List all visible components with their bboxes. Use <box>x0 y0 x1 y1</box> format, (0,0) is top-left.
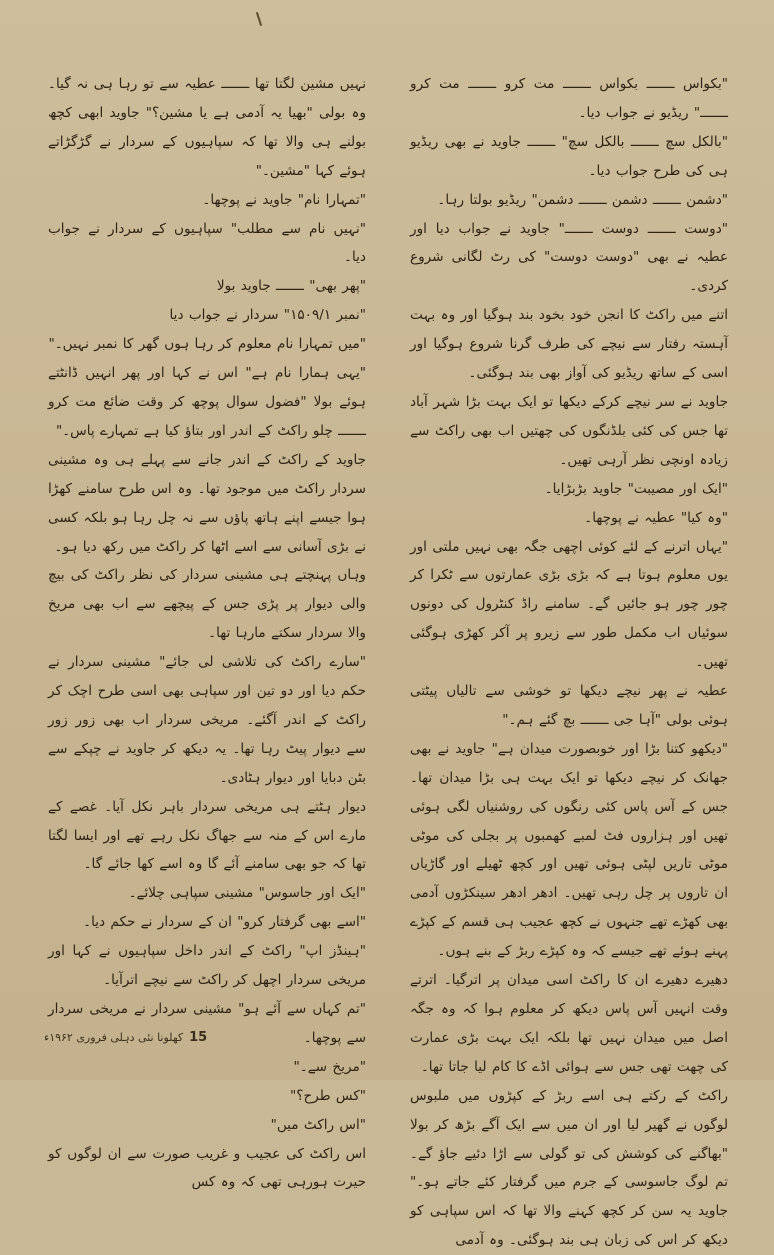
paragraph: "بکواس ـــــــ بکواس ـــــــ مت کرو ـــــــ مت کرو ـــــــ" ریڈیو نے جواب دیا۔ <box>410 76 728 121</box>
paragraph: "ایک اور جاسوس" مشینی سپاہی چلائے۔ <box>128 885 366 902</box>
paragraph: "میں تمہارا نام معلوم کر رہا ہوں گھر کا نمبر نہیں۔" <box>48 336 366 353</box>
page-footer <box>44 1030 207 1045</box>
paragraph: "اس راکٹ میں" <box>270 1116 366 1133</box>
paragraph: اتنے میں راکٹ کا انجن خود بخود بند ہوگیا اور وہ بہت آہستہ رفتار سے نیچے کی طرف گرنا شروع ہوگیا اور اسی کے ساتھ ریڈیو کی آواز بھی بند ہوگئی۔ <box>410 307 728 382</box>
paragraph: عطیہ نے پھر نیچے دیکھا تو خوشی سے تالیاں پیٹتی ہوئی بولی "آہا جی ـــــــ بچ گئے ہم۔" <box>410 683 728 728</box>
paragraph: "ہینڈز اپ" راکٹ کے اندر داخل سپاہیوں نے کہا اور مریخی سردار اچھل کر راکٹ سے نیچے اترآیا۔ <box>48 943 366 989</box>
paragraph: "نہیں نام سے مطلب" سپاہیوں کے سردار نے جواب دیا۔ <box>48 220 366 266</box>
pencil-mark <box>256 12 262 26</box>
paragraph: "تمہارا نام" جاوید نے پوچھا۔ <box>202 191 366 208</box>
paragraph: "وہ کیا" عطیہ نے پوچھا۔ <box>584 509 728 526</box>
paragraph: "دیکھو کتنا بڑا اور خوبصورت میدان ہے" جاوید نے بھی جھانک کر نیچے دیکھا تو ایک بہت ہی بڑا میدان تھا۔ جس کے آس پاس کئی رنگوں کی روشنیاں لگی ہوئی تھیں اور ہزاروں فٹ لمبے کھمبوں پر بجلی کی موٹی موٹی تاریں لپٹی ہوئی تھیں اور کچھ ٹھیلے اور گاڑیاں ان تاروں پر چل رہی تھیں۔ ادھر ادھر سینکڑوں آدمی بھی کھڑے تھے جنہوں نے کچھ عجیب ہی قسم کے کپڑے پہنے ہوئے تھے جیسے کہ وہ کپڑے ربڑ کے بنے ہوں۔ <box>410 740 728 960</box>
paragraph: راکٹ کے رکتے ہی اسے ربڑ کے کپڑوں میں ملبوس لوگوں نے گھیر لیا اور ان میں سے ایک آگے بڑھ کر بولا "بھاگنے کی کوشش کی تو گولی سے اڑا دئیے جاؤ گے۔ تم لوگ جاسوسی کے جرم میں گرفتار کئے جاتے ہو۔" جاوید یہ سن کر کچھ کہنے والا تھا کہ اس سپاہی کو دیکھ کر اس کی زبان ہی بند ہوگئی۔ وہ آدمی <box>410 1087 728 1249</box>
paragraph: جاوید نے سر نیچے کرکے دیکھا تو ایک بہت بڑا شہر آباد تھا جس کی کئی بلڈنگوں کی چھتیں اب بھی راکٹ سے زیادہ اونچی نظر آرہی تھیں۔ <box>410 393 728 468</box>
page-number: 15 <box>189 1030 208 1045</box>
paragraph: "کس طرح؟" <box>290 1087 366 1104</box>
paragraph: "اسے بھی گرفتار کرو" ان کے سردار نے حکم دیا۔ <box>83 914 366 931</box>
magazine-name: کھلونا نئی دہلی فروری ۱۹۶۲ء <box>44 1031 184 1044</box>
paragraph: "دشمن ـــــــ دشمن ـــــــ دشمن" ریڈیو بولتا رہا۔ <box>437 191 728 208</box>
paragraph: "نمبر ۱۵۰۹/۱" سردار نے جواب دیا <box>169 307 366 324</box>
paragraph: جاوید کے راکٹ کے اندر جانے سے پہلے ہی وہ مشینی سردار راکٹ میں موجود تھا۔ وہ اس طرح سامنے کھڑا ہوا جیسے اپنے ہاتھ پاؤں سے نہ چل رہا ہو بلکہ کسی نے بڑی آسانی سے اسے اٹھا کر راکٹ میں رکھ دیا ہو۔ <box>48 451 366 555</box>
paragraph: "یہاں اترنے کے لئے کوئی اچھی جگہ بھی نہیں ملتی اور یوں معلوم ہوتا ہے کہ بڑی بڑی عمارتوں سے ٹکرا کر چور چور ہو جائیں گے۔ سامنے راڈ کنٹرول کی دونوں سوئیاں اب مکمل طور سے زیرو پر آکر کھڑی ہوگئی تھیں۔ <box>410 538 728 671</box>
paragraph: "تم کہاں سے آئے ہو" مشینی سردار نے مریخی سردار سے پوچھا۔ <box>48 1001 366 1046</box>
paragraph: "یہی ہمارا نام ہے" اس نے کہا اور پھر انہیں ڈانٹتے ہوئے بولا "فضول سوال پوچھ کر وقت ضائع مت کرو ـــــــ چلو راکٹ کے اندر اور بتاؤ کیا ہے تمہارے پاس۔" <box>48 365 366 439</box>
paragraph: "پھر بھی" ـــــــ جاوید بولا <box>216 278 366 295</box>
paragraph: وہاں پہنچتے ہی مشینی سردار کی نظر راکٹ کی بیچ والی دیوار پر پڑی جس کے پیچھے سے اب بھی مریخ والا سردار سکتے مارہا تھا۔ <box>48 567 366 642</box>
paragraph: "مریخ سے۔" <box>293 1058 366 1075</box>
paragraph: دھیرے دھیرے ان کا راکٹ اسی میدان پر اترگیا۔ اترتے وقت انہیں آس پاس دیکھ کر معلوم ہوا کہ وہ جگہ اصل میں میدان نہیں تھا بلکہ ایک بہت بڑی عمارت کی چھت تھی جس سے ہوائی اڈے کا کام لیا جاتا تھا۔ <box>410 972 728 1075</box>
right-column <box>410 70 728 1249</box>
paragraph: "بالکل سچ ـــــــ بالکل سچ" ـــــــ جاوید نے بھی ریڈیو ہی کی طرح جواب دیا۔ <box>410 133 728 179</box>
paragraph: "دوست ـــــــ دوست ـــــــ" جاوید نے جواب دیا اور عطیہ نے بھی "دوست دوست" کی رٹ لگانی شروع کردی۔ <box>410 220 728 295</box>
paragraph: اس راکٹ کی عجیب و غریب صورت سے ان لوگوں کو حیرت ہورہی تھی کہ وہ کس <box>48 1145 366 1191</box>
paragraph: نہیں مشین لگتا تھا ـــــــ عطیہ سے تو رہا ہی نہ گیا۔ وہ بولی "بھیا یہ آدمی ہے یا مشین؟" جاوید ابھی کچھ بولنے ہی والا تھا کہ سپاہیوں کے سردار نے گڑگڑاتے ہوئے کہا "مشین۔" <box>48 76 366 179</box>
paragraph: "ایک اور مصیبت" جاوید بڑبڑایا۔ <box>544 480 728 497</box>
paragraph: "سارے راکٹ کی تلاشی لی جائے" مشینی سردار نے حکم دیا اور دو تین اور سپاہی بھی اسی طرح اچک کر راکٹ کے اندر آگئے۔ مریخی سردار اب بھی زور زور سے دیوار پیٹ رہا تھا۔ یہ دیکھ کر جاوید نے چپکے سے بٹن دبایا اور دیوار ہٹادی۔ <box>48 654 366 786</box>
paragraph: دیوار ہٹتے ہی مریخی سردار باہر نکل آیا۔ غصے کے مارے اس کے منہ سے جھاگ نکل رہے تھے اور ایسا لگتا تھا کہ جو بھی سامنے آئے گا وہ اسے کھا جائے گا۔ <box>48 798 366 873</box>
